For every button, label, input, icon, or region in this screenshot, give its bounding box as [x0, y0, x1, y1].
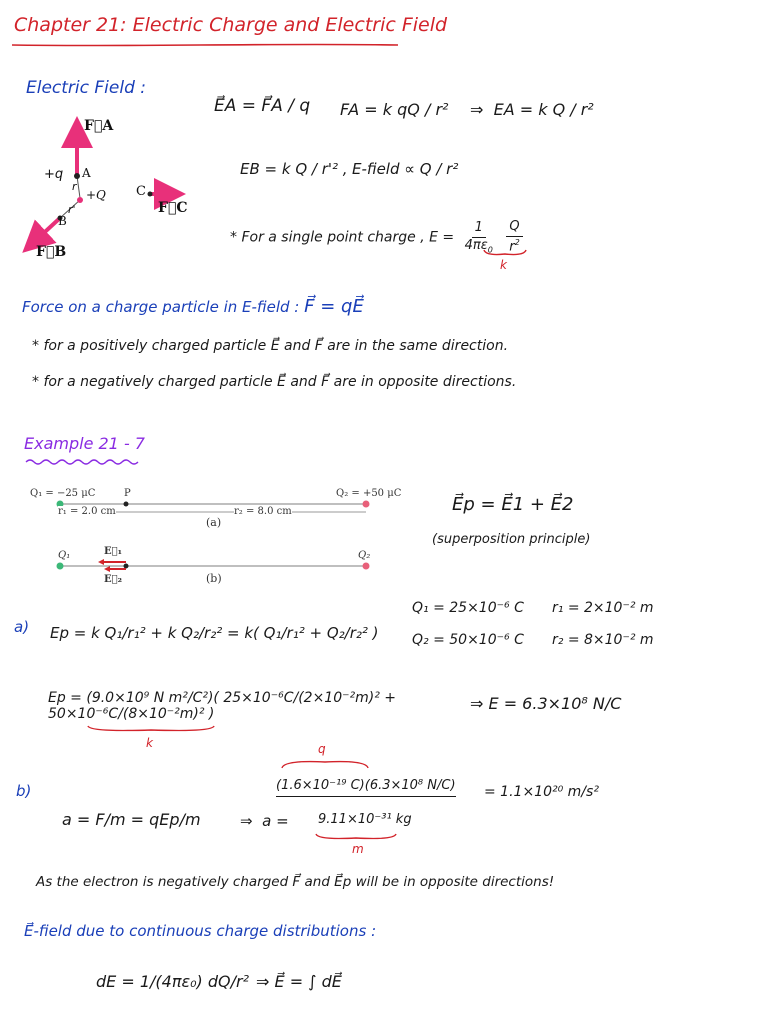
label-A: A: [82, 166, 91, 180]
point-C: [148, 192, 153, 197]
continuous-eq-dE: dE = 1/(4πε₀) dQ/r²: [96, 972, 249, 991]
label-FB: F⃗B: [36, 244, 67, 260]
fig-a-r2: r₂ = 8.0 cm: [234, 506, 292, 517]
bullet-negative: * for a negatively charged particle E⃗ and F⃗ are in opposite directions.: [32, 374, 517, 390]
given-Q1: Q₁ = 25×10⁻⁶ C: [412, 600, 524, 616]
superposition-note: (superposition principle): [432, 532, 591, 547]
part-a-k-brace: [86, 724, 216, 734]
label-r: r: [72, 180, 77, 193]
fig-b-caption: (b): [206, 572, 222, 585]
part-b-numerator: (1.6×10⁻¹⁹ C)(6.3×10⁸ N/C): [276, 778, 456, 797]
title-underline: [10, 42, 400, 48]
page-title: Chapter 21: Electric Charge and Electric Field: [14, 14, 448, 36]
r-line: [77, 176, 80, 198]
part-b-q-brace: [280, 756, 370, 772]
field-diagram: [22, 112, 192, 262]
part-a-substitution: Ep = (9.0×10⁹ N m²/C²)( 25×10⁻⁶C/(2×10⁻²m)² + 50×10⁻⁶C/(8×10⁻²m)² ): [48, 690, 397, 722]
fig-b-E2: E⃗₂: [104, 574, 123, 585]
continuous-heading: E⃗-field due to continuous charge distributions :: [24, 922, 377, 940]
fig-a-caption: (a): [206, 516, 222, 529]
force-equation: F⃗ = qE⃗: [304, 296, 364, 317]
eq-EB: EB = k Q / r'² ,: [240, 160, 348, 178]
part-b-result: = 1.1×10²⁰ m/s²: [484, 784, 599, 800]
fig-a-P: P: [124, 488, 131, 499]
fig-a-r1: r₁ = 2.0 cm: [58, 506, 116, 517]
arrow-FB: [34, 218, 60, 242]
example-underline: [24, 458, 144, 466]
part-b-m: m: [352, 842, 364, 856]
part-a-equation: Ep = k Q₁/r₁² + k Q₂/r₂² = k( Q₁/r₁² + Q₂/r₂² ): [50, 624, 379, 642]
part-b-m-brace: [314, 832, 398, 842]
eq-EA2: ⇒ EA = k Q / r²: [470, 100, 594, 119]
given-Q2: Q₂ = 50×10⁻⁶ C: [412, 632, 524, 648]
fig-a-Q2: Q₂ = +50 μC: [336, 488, 402, 499]
eq-FA: FA = k qQ / r²: [340, 100, 449, 119]
given-r1: r₁ = 2×10⁻² m: [552, 600, 654, 616]
part-a-label: a): [14, 618, 30, 636]
k-label: k: [500, 258, 507, 272]
example-heading: Example 21 - 7: [24, 434, 145, 453]
part-b-denominator: 9.11×10⁻³¹ kg: [318, 812, 412, 827]
part-a-k: k: [146, 736, 153, 750]
label-Q: +Q: [86, 188, 106, 202]
fig-b-Q1: Q₁: [58, 550, 71, 561]
label-C: C: [136, 184, 146, 199]
single-point-charge: * For a single point charge , E = $\frac{1}{4\pi\varepsilon_0}$ $\frac{Q}{r^2}$: [230, 220, 526, 255]
fig-b-Q2: Q₂: [358, 550, 371, 561]
electric-field-heading: Electric Field :: [26, 78, 147, 98]
label-FA: F⃗A: [84, 118, 114, 134]
point-A: [74, 173, 80, 179]
k-brace: [482, 248, 528, 258]
charge-Q: [77, 197, 83, 203]
label-FC: F⃗C: [158, 200, 188, 216]
conclusion: As the electron is negatively charged F⃗ and E⃗p will be in opposite directions!: [36, 874, 555, 890]
fig-b-E1: E⃗₁: [104, 546, 123, 557]
part-b-eq1: a = F/m = qEp/m: [62, 810, 201, 829]
force-heading: Force on a charge particle in E-field : F⃗ = qE⃗: [22, 296, 364, 317]
superposition-eq: E⃗p = E⃗1 + E⃗2: [452, 494, 574, 515]
label-B: B: [58, 214, 67, 228]
continuous-eq-E: ⇒ E⃗ = ∫ dE⃗: [256, 972, 342, 991]
fig-a-Q1: Q₁ = −25 μC: [30, 488, 96, 499]
part-b-q: q: [318, 742, 326, 756]
given-r2: r₂ = 8×10⁻² m: [552, 632, 654, 648]
part-b-a-equals: ⇒ a =: [240, 812, 289, 830]
part-a-result: ⇒ E = 6.3×10⁸ N/C: [470, 694, 622, 713]
label-rp: r': [68, 203, 76, 216]
eq-proportional: E-field ∝ Q / r²: [352, 160, 459, 178]
eq-EA: E⃗A = F⃗A / q: [214, 96, 311, 116]
part-b-label: b): [16, 782, 32, 800]
label-q: +q: [44, 167, 64, 182]
bullet-positive: * for a positively charged particle E⃗ and F⃗ are in the same direction.: [32, 338, 509, 354]
